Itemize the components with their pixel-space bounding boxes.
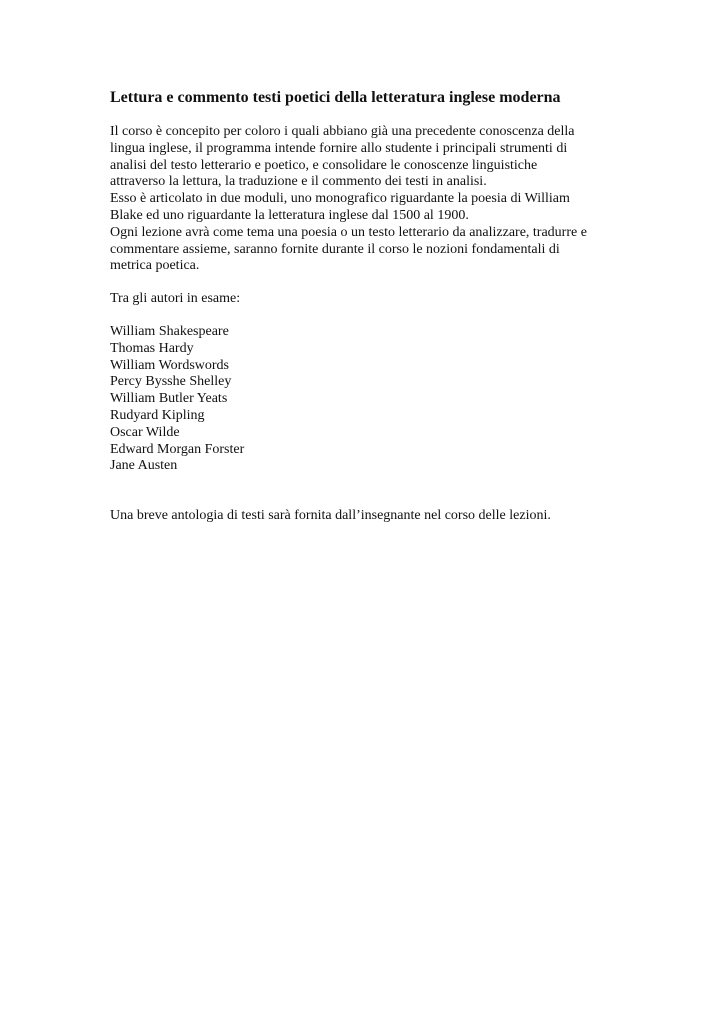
author-item: Jane Austen bbox=[110, 458, 178, 474]
intro-line: Esso è articolato in due moduli, uno monografico riguardante la poesia di William bbox=[110, 191, 570, 207]
document-page bbox=[110, 88, 620, 525]
authors-intro: Tra gli autori in esame: bbox=[110, 291, 241, 307]
document-title: Lettura e commento testi poetici della letteratura inglese moderna bbox=[110, 89, 561, 106]
author-item: William Butler Yeats bbox=[110, 391, 228, 407]
spacer bbox=[110, 475, 620, 508]
author-item: Percy Bysshe Shelley bbox=[110, 374, 232, 390]
intro-line: lingua inglese, il programma intende fornire allo studente i principali strumenti di bbox=[110, 140, 568, 156]
intro-line: analisi del testo letterario e poetico, e consolidare le conoscenze linguistiche bbox=[110, 157, 538, 173]
author-item: William Shakespeare bbox=[110, 323, 229, 339]
closing-note: Una breve antologia di testi sarà fornita dall’insegnante nel corso delle lezioni. bbox=[110, 508, 551, 524]
authors-list bbox=[110, 324, 620, 475]
author-item: Rudyard Kipling bbox=[110, 407, 205, 423]
intro-line: attraverso la lettura, la traduzione e il commento dei testi in analisi. bbox=[110, 174, 487, 190]
spacer bbox=[110, 308, 620, 324]
intro-line: Il corso è concepito per coloro i quali abbiano già una precedente conoscenza della bbox=[110, 124, 575, 139]
intro-line: metrica poetica. bbox=[110, 258, 200, 274]
intro-line: commentare assieme, saranno fornite durante il corso le nozioni fondamentali di bbox=[110, 241, 560, 257]
intro-paragraph bbox=[110, 124, 620, 275]
author-item: William Wordswords bbox=[110, 357, 229, 373]
author-item: Oscar Wilde bbox=[110, 424, 180, 440]
author-item: Thomas Hardy bbox=[110, 340, 194, 356]
intro-line: Blake ed uno riguardante la letteratura inglese dal 1500 al 1900. bbox=[110, 207, 469, 223]
spacer bbox=[110, 275, 620, 291]
intro-line: Ogni lezione avrà come tema una poesia o un testo letterario da analizzare, tradurre e bbox=[110, 224, 587, 240]
author-item: Edward Morgan Forster bbox=[110, 441, 245, 457]
